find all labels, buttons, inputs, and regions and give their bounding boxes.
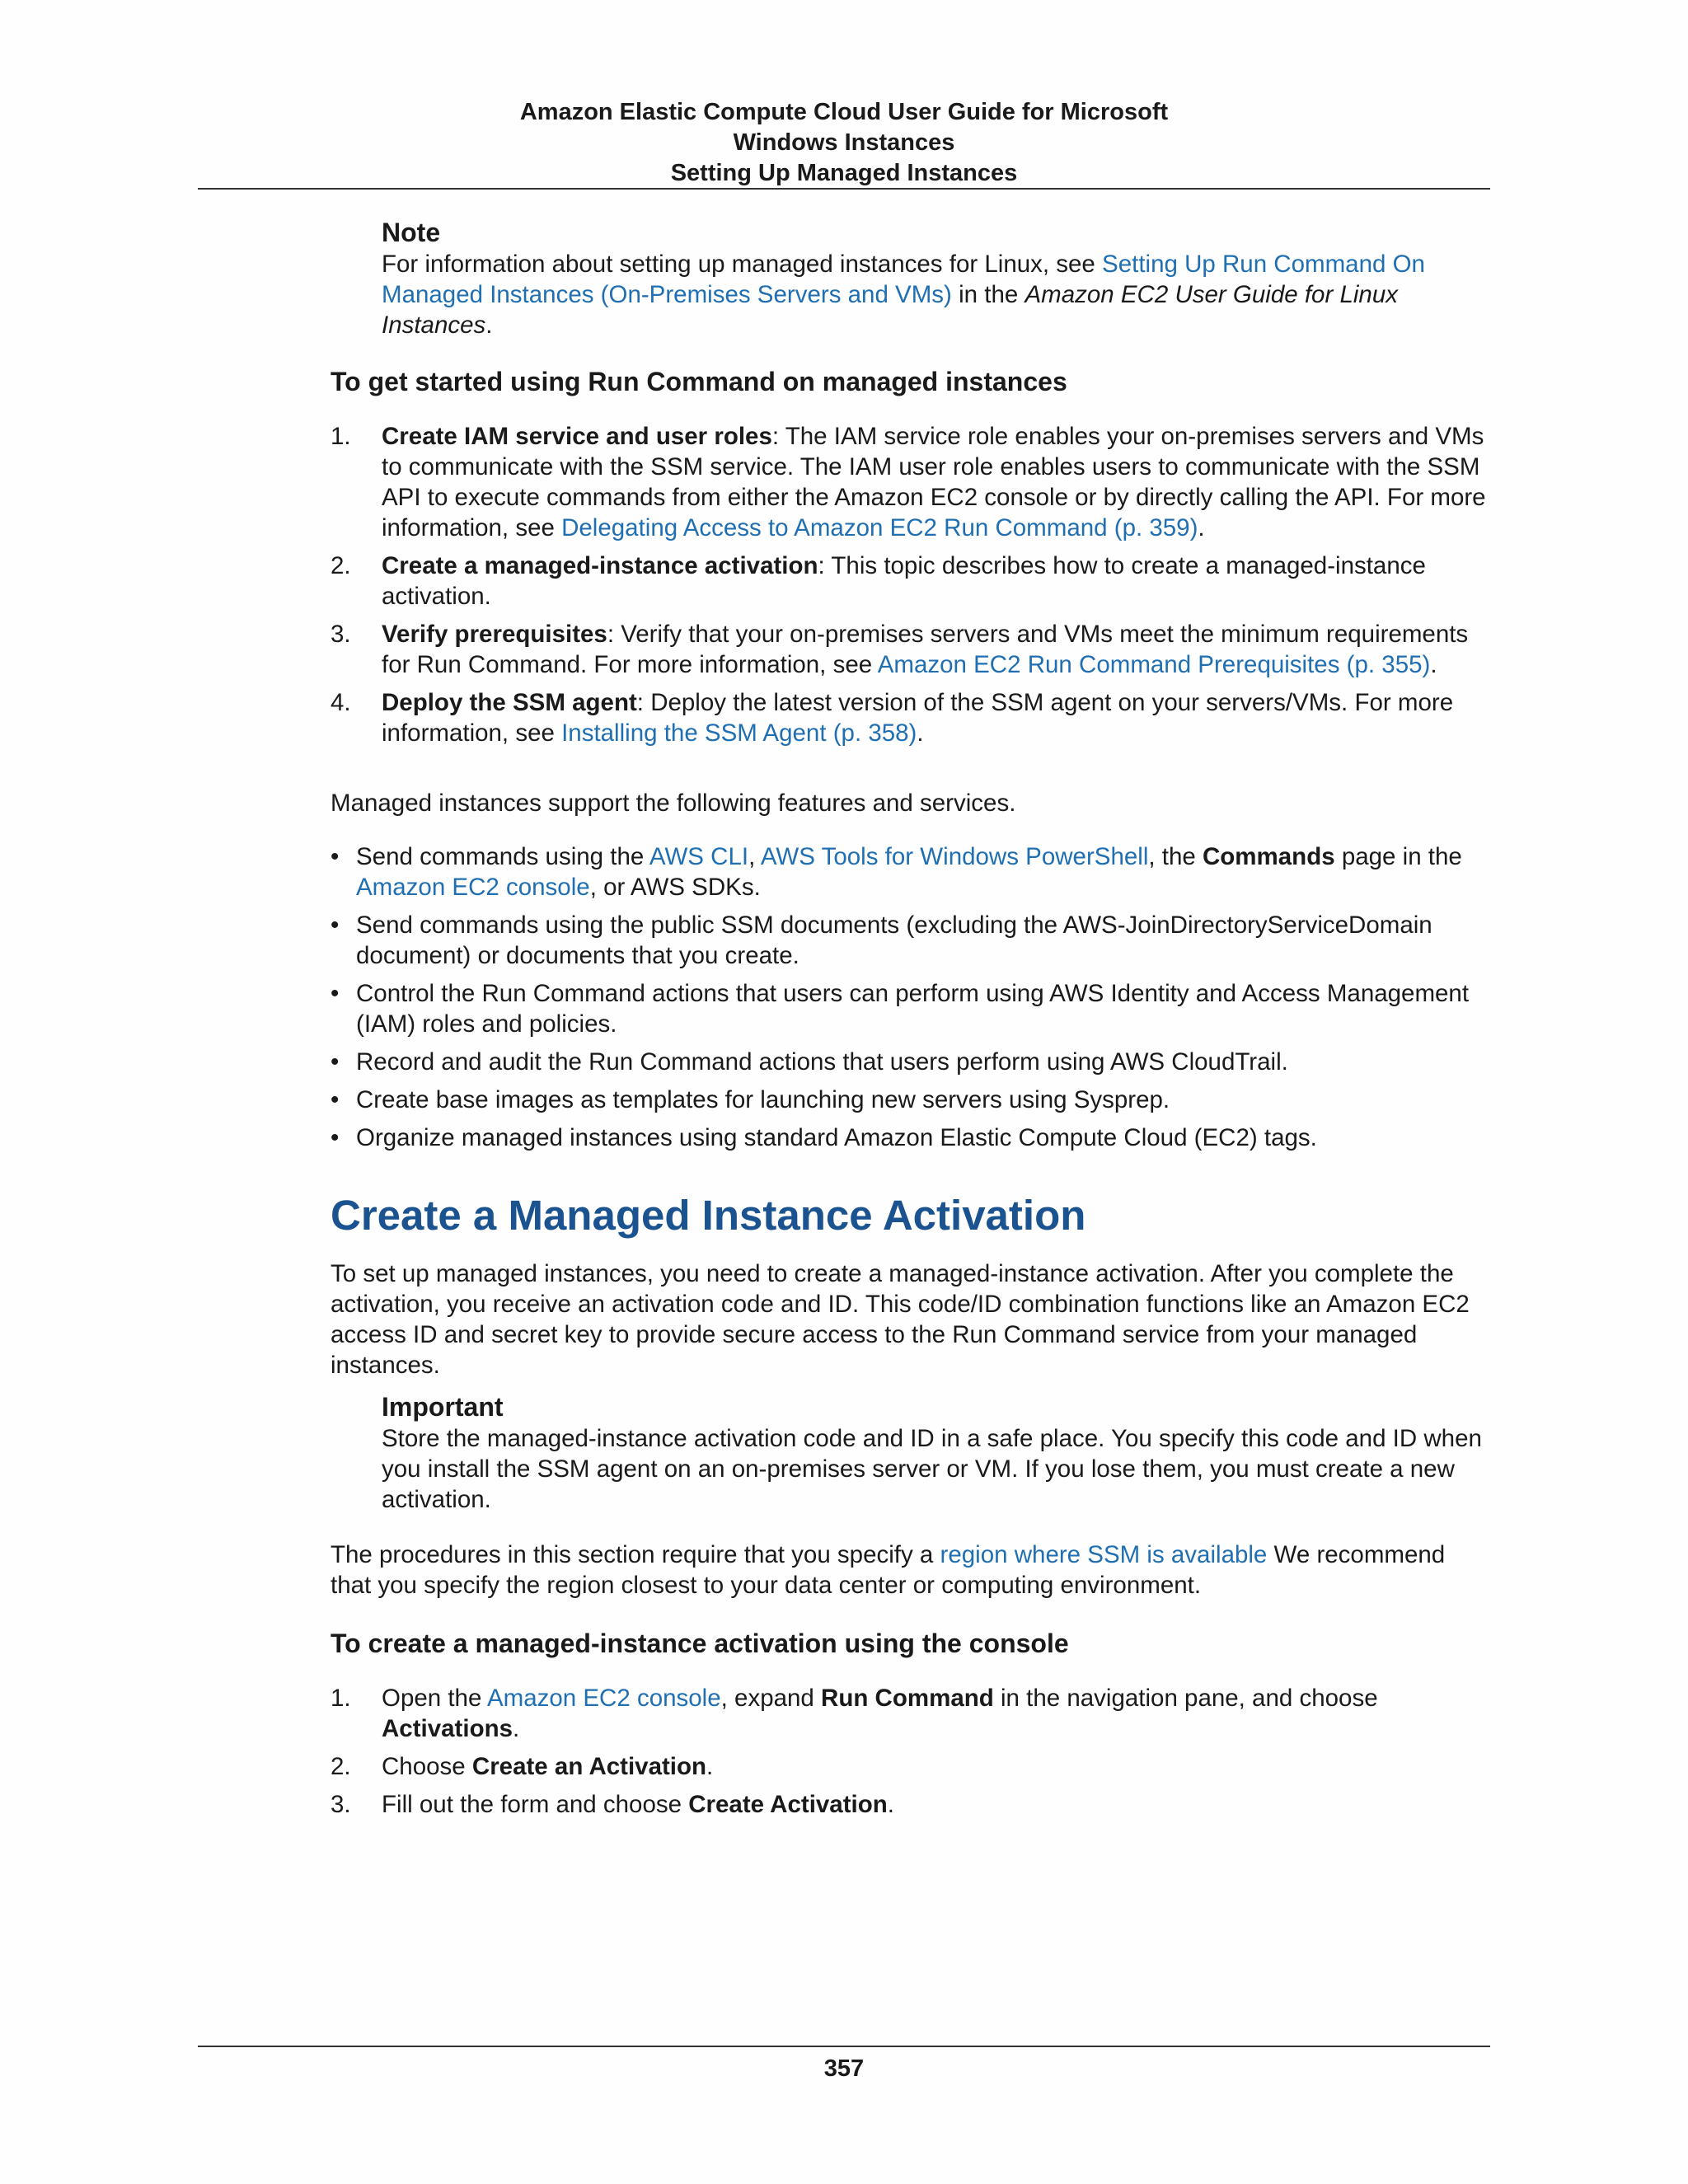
important-title: Important: [382, 1392, 504, 1422]
note-box: [382, 216, 1490, 340]
list-item: 3. Verify prerequisites: Verify that your on-premises servers and VMs meet the minimum requirements for Run Command. For more information, see Amazon EC2 Run Command Prerequisites (p. 355).: [331, 621, 1469, 678]
features-list: [331, 841, 1490, 1153]
procedure-title-get-started: To get started using Run Command on managed instances: [331, 367, 1067, 396]
page-content: [331, 216, 1490, 1827]
list-item: 2. Choose Create an Activation.: [331, 1753, 714, 1780]
section-intro: To set up managed instances, you need to create a managed-instance activation. After you complete the activation, you receive an activation code and ID. This code/ID combination functions like an Amazon EC2 access ID and secret key to provide secure access to the Run Command service from your managed instances.: [331, 1260, 1470, 1379]
link-delegating-access[interactable]: Delegating Access to Amazon EC2 Run Command (p. 359): [561, 514, 1198, 541]
link-installing-ssm-agent[interactable]: Installing the SSM Agent (p. 358): [561, 719, 917, 747]
list-item: 1. Open the Amazon EC2 console, expand Run Command in the navigation pane, and choose Activations.: [331, 1685, 1378, 1742]
list-item: 3. Fill out the form and choose Create Activation.: [331, 1791, 894, 1818]
header-section-title: Setting Up Managed Instances: [670, 160, 1018, 186]
link-linux-run-command[interactable]: Setting Up Run Command On Managed Instances (On-Premises Servers and VMs): [382, 251, 1425, 308]
link-region-ssm[interactable]: region where SSM is available: [940, 1541, 1268, 1568]
list-item: • Record and audit the Run Command actions that users perform using AWS CloudTrail.: [331, 1048, 1288, 1076]
important-text: Store the managed-instance activation code and ID in a safe place. You specify this code and ID when you install the SSM agent on an on-premises server or VM. If you lose them, you must create a new activation.: [382, 1425, 1482, 1513]
note-title: Note: [382, 218, 441, 247]
header-doc-subtitle: Windows Instances: [733, 129, 955, 156]
create-activation-steps: [331, 1683, 1490, 1820]
list-item: 2. Create a managed-instance activation: This topic describes how to create a managed-instance activation.: [331, 552, 1426, 610]
list-item: • Send commands using the public SSM documents (excluding the AWS-JoinDirectoryServiceDomain document) or documents that you create.: [331, 912, 1432, 969]
important-box: [382, 1390, 1490, 1515]
region-paragraph: The procedures in this section require that you specify a region where SSM is available We recommend that you specify the region closest to your data center or computing environment.: [331, 1541, 1446, 1599]
header-divider: [198, 188, 1490, 190]
features-intro: Managed instances support the following features and services.: [331, 790, 1016, 817]
list-item: • Organize managed instances using standard Amazon Elastic Compute Cloud (EC2) tags.: [331, 1124, 1317, 1151]
get-started-steps: [331, 421, 1490, 748]
list-item: • Control the Run Command actions that users can perform using AWS Identity and Access Management (IAM) roles and policies.: [331, 980, 1470, 1038]
list-item: 1. Create IAM service and user roles: The IAM service role enables your on-premises servers and VMs to communicate with the SSM service. The IAM user role enables users to communicate with the SSM API to execute commands from either the Amazon EC2 console or by directly calling the API. For more information, see Delegating Access to Amazon EC2 Run Command (p. 359).: [331, 423, 1486, 541]
section-heading: Create a Managed Instance Activation: [331, 1192, 1086, 1239]
link-ec2-console-2[interactable]: Amazon EC2 console: [486, 1685, 721, 1712]
link-aws-tools-powershell[interactable]: AWS Tools for Windows PowerShell: [760, 843, 1149, 870]
list-item: • Send commands using the AWS CLI, AWS Tools for Windows PowerShell, the Commands page in the Amazon EC2 console, or AWS SDKs.: [331, 843, 1462, 901]
linux-guide-title: Amazon EC2 User Guide for Linux Instances: [382, 281, 1398, 339]
procedure-title-create-activation: To create a managed-instance activation using the console: [331, 1629, 1069, 1658]
header-doc-title: Amazon Elastic Compute Cloud User Guide for Microsoft: [519, 99, 1169, 125]
list-item: • Create base images as templates for launching new servers using Sysprep.: [331, 1086, 1170, 1113]
page-number: 357: [823, 2055, 865, 2082]
link-ec2-console[interactable]: Amazon EC2 console: [356, 874, 590, 901]
page-header: [198, 97, 1490, 189]
link-aws-cli[interactable]: AWS CLI: [649, 843, 749, 870]
link-prerequisites[interactable]: Amazon EC2 Run Command Prerequisites (p. 355): [877, 651, 1431, 678]
note-text: For information about setting up managed instances for Linux, see Setting Up Run Command On Managed Instances (On-Premises Servers and VMs) in the Amazon EC2 User Guide for Linux Instances.: [382, 251, 1425, 339]
list-item: 4. Deploy the SSM agent: Deploy the latest version of the SSM agent on your servers/VMs. For more information, see Installing the SSM Agent (p. 358).: [331, 689, 1454, 747]
footer-divider: [198, 2046, 1490, 2047]
